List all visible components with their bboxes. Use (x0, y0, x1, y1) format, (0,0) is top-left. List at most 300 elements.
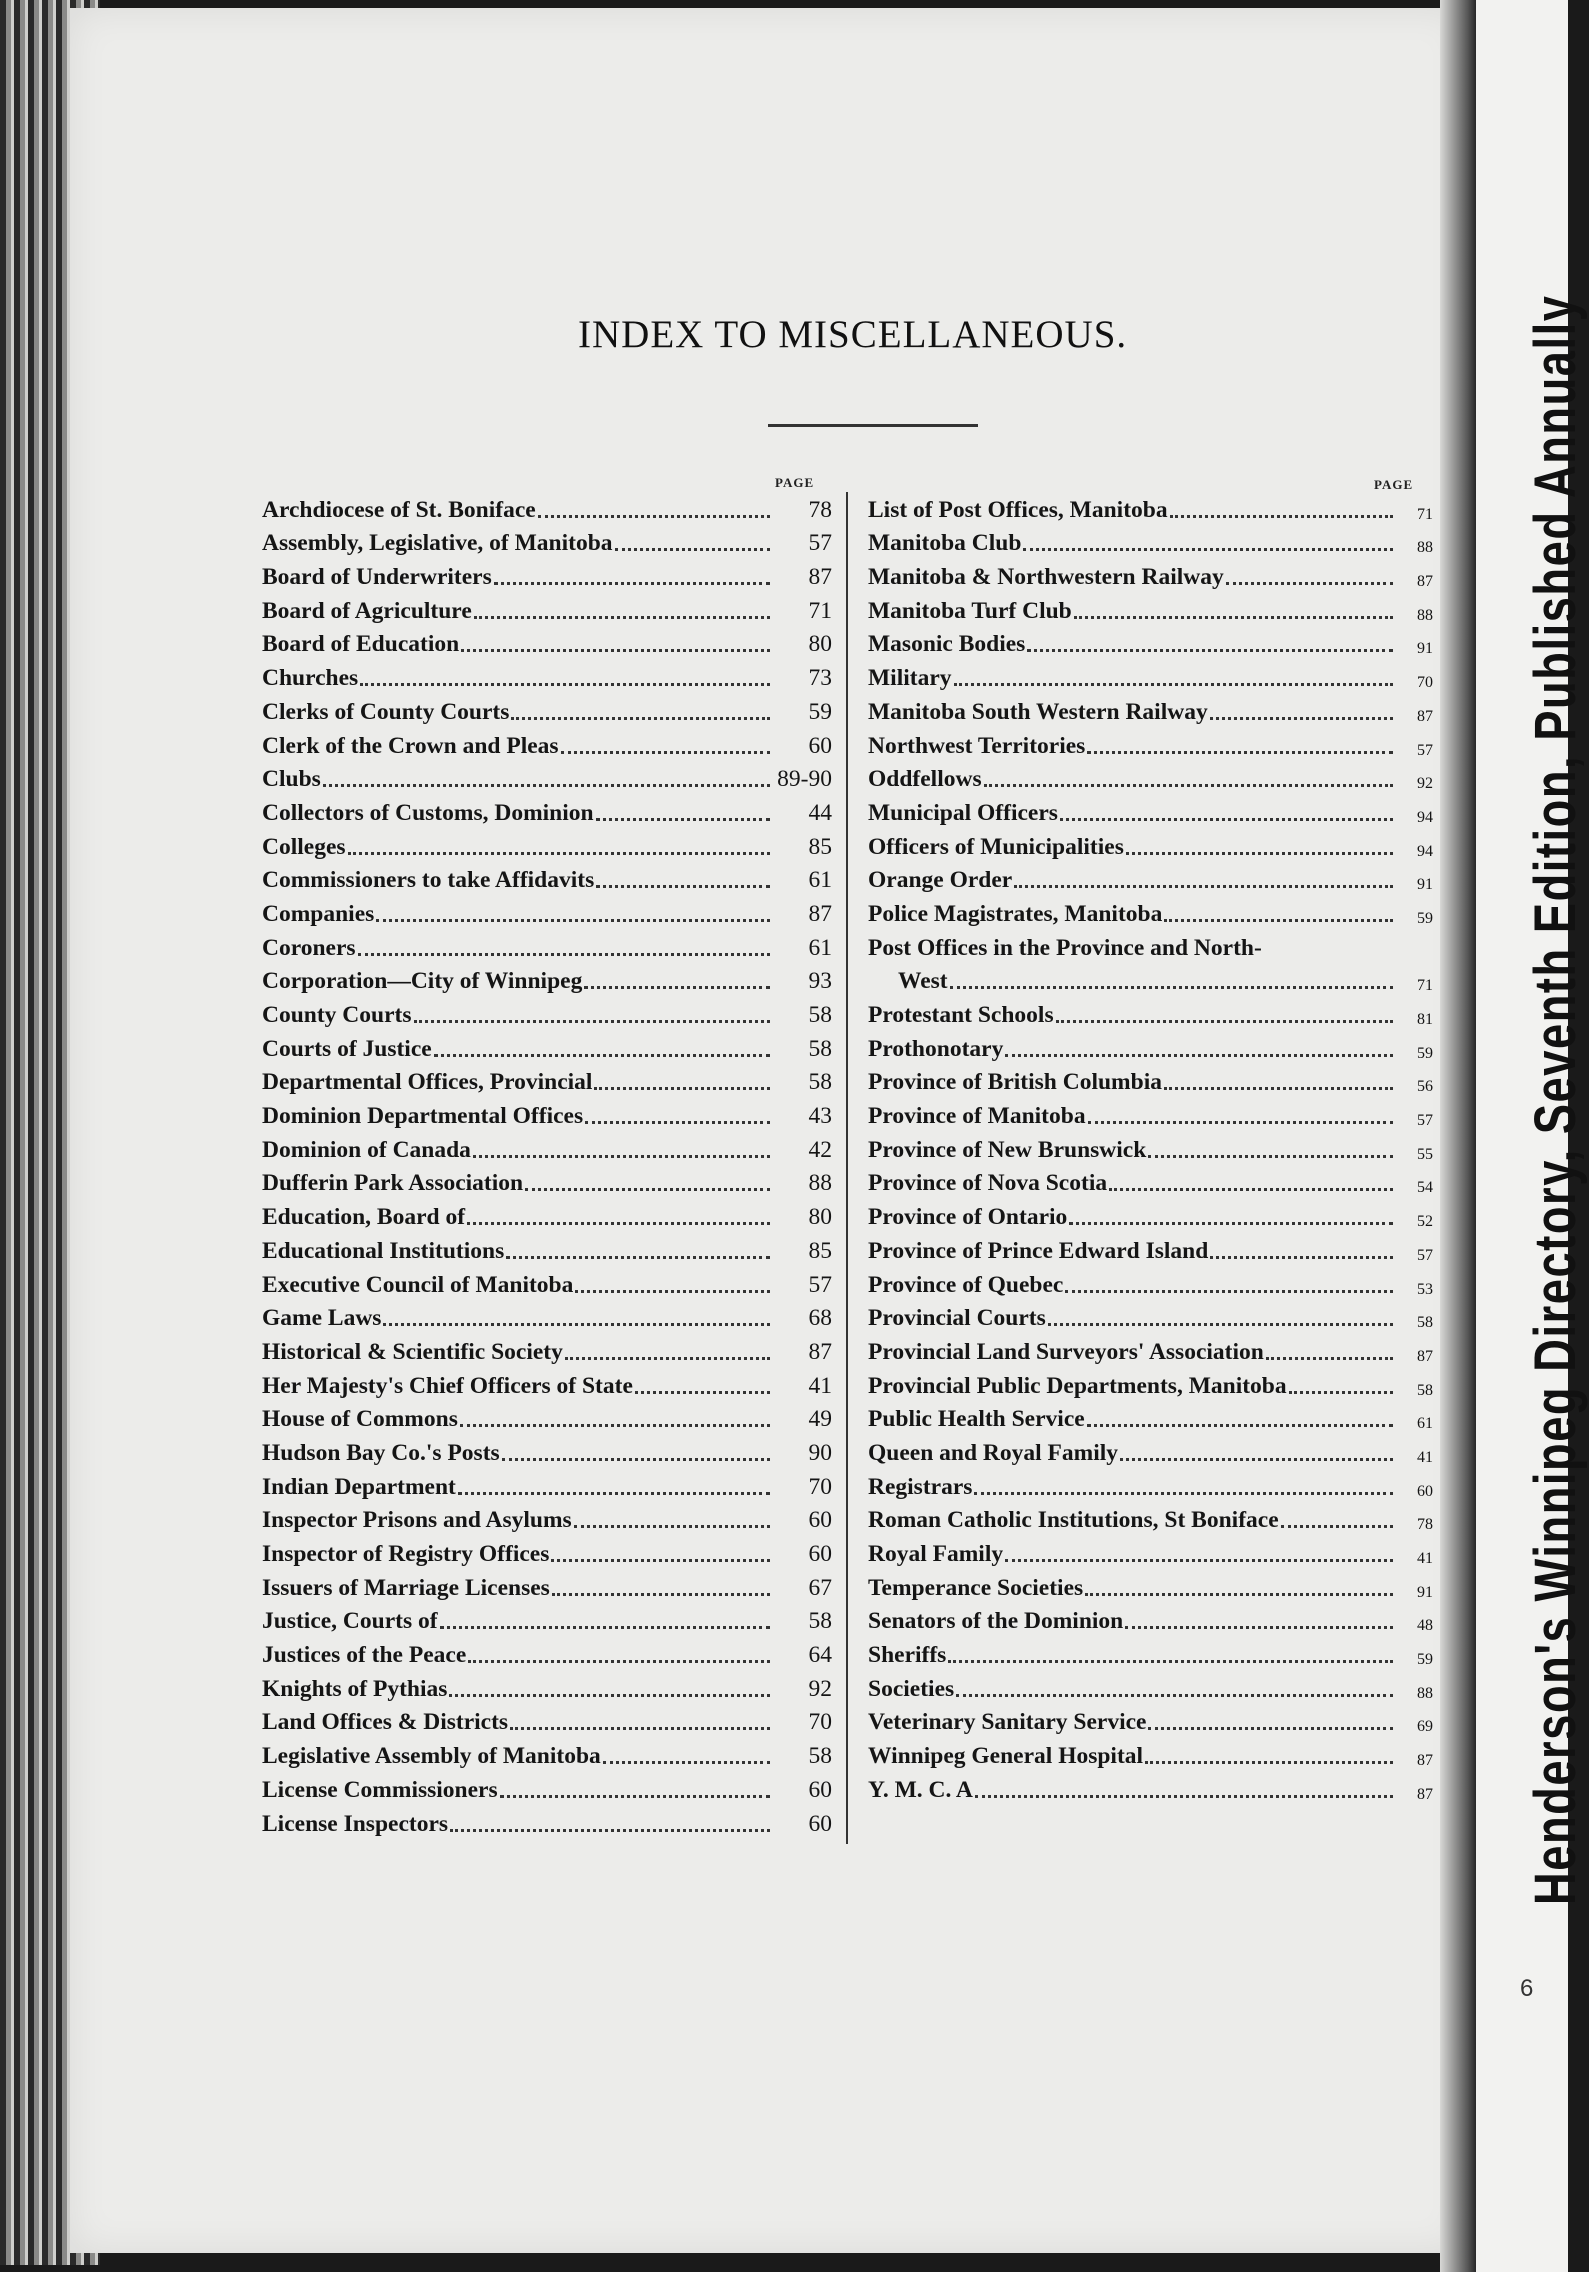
dot-leader (414, 1020, 770, 1023)
index-entry (262, 490, 832, 524)
dot-leader (956, 1694, 1393, 1697)
title-rule (768, 424, 978, 427)
index-entry (262, 1467, 832, 1501)
dot-leader (500, 1795, 770, 1798)
index-entry (262, 894, 832, 928)
dot-leader (450, 1829, 770, 1832)
entry-page-number: 70 (808, 1709, 832, 1736)
index-entry (262, 524, 832, 558)
entry-label: Province of New Brunswick (868, 1136, 1147, 1163)
index-entry (262, 995, 832, 1029)
dot-leader (1164, 1087, 1393, 1090)
dot-leader (596, 818, 770, 821)
dot-leader (525, 1188, 770, 1191)
entry-page-number: 58 (1417, 1381, 1433, 1399)
entry-page-number: 87 (808, 564, 832, 591)
entry-page-number: 81 (1417, 1011, 1433, 1028)
index-entry (868, 1568, 1433, 1602)
index-entry (262, 1635, 832, 1669)
dot-leader (1126, 852, 1393, 855)
index-entry (262, 1096, 832, 1130)
entry-label: Churches (262, 665, 359, 692)
index-entry (868, 928, 1433, 962)
index-entry (262, 1063, 832, 1097)
entry-page-number: 91 (1417, 640, 1433, 658)
entry-label: Clerks of County Courts (262, 698, 510, 725)
entry-label: West (898, 968, 948, 995)
index-entry (262, 726, 832, 760)
entry-label: Police Magistrates, Manitoba (868, 900, 1163, 927)
entry-page-number: 58 (808, 1743, 832, 1770)
dot-leader (1170, 515, 1393, 518)
entry-page-number: 92 (808, 1675, 832, 1702)
entry-label: Manitoba South Western Railway (868, 698, 1208, 725)
entry-page-number: 92 (1417, 775, 1433, 793)
entry-page-number: 71 (1417, 505, 1433, 523)
entry-label: Manitoba Turf Club (868, 597, 1072, 624)
dot-leader (948, 1660, 1393, 1663)
entry-label: Royal Family (868, 1541, 1004, 1567)
entry-label: Colleges (262, 833, 346, 860)
entry-label: Archdiocese of St. Boniface (262, 496, 536, 523)
entry-page-number: 42 (808, 1136, 832, 1163)
entry-label: Historical & Scientific Society (262, 1338, 563, 1365)
entry-page-number: 41 (808, 1372, 832, 1399)
entry-page-number: 61 (1417, 1415, 1433, 1433)
entry-label: Municipal Officers (868, 799, 1058, 826)
entry-label: License Inspectors (262, 1810, 449, 1837)
entry-page-number: 88 (1417, 1684, 1433, 1702)
index-entry (262, 827, 832, 861)
book-gutter (1440, 0, 1480, 2272)
dot-leader (596, 885, 770, 888)
entry-page-number: 85 (808, 1237, 832, 1264)
entry-label: Educational Institutions (262, 1237, 505, 1264)
index-entry (868, 1467, 1433, 1501)
index-entry (262, 1366, 832, 1400)
index-entry (868, 1635, 1433, 1669)
entry-label: Board of Underwriters (262, 564, 492, 591)
entry-label: Northwest Territories (868, 732, 1086, 759)
entry-page-number: 60 (808, 1810, 832, 1837)
dot-leader (950, 986, 1393, 989)
index-entry (868, 1332, 1433, 1366)
dot-leader (323, 784, 770, 787)
dot-leader (383, 1323, 770, 1326)
index-entry (868, 591, 1433, 625)
index-entry (262, 1736, 832, 1770)
entry-label: Oddfellows (868, 766, 982, 793)
entry-page-number: 87 (808, 900, 832, 927)
index-entry (868, 1770, 1433, 1804)
index-entry (868, 962, 1433, 996)
dot-leader (1056, 1020, 1393, 1023)
entry-label: Protestant Schools (868, 1002, 1054, 1028)
dot-leader (575, 1290, 770, 1293)
index-entry (868, 625, 1433, 659)
dot-leader (360, 683, 770, 686)
entry-page-number: 59 (1417, 1044, 1433, 1062)
entry-label: Justices of the Peace (262, 1642, 467, 1669)
index-entry (868, 1029, 1433, 1063)
entry-page-number: 70 (1417, 674, 1433, 692)
entry-page-number: 78 (808, 496, 832, 523)
entry-label: Sheriffs (868, 1642, 947, 1669)
entry-label: Temperance Societies (868, 1574, 1084, 1601)
entry-label: Executive Council of Manitoba (262, 1271, 574, 1298)
entry-page-number: 80 (808, 631, 832, 658)
index-entry (868, 1400, 1433, 1434)
dot-leader (473, 1155, 770, 1158)
index-entry (868, 1736, 1433, 1770)
entry-label: Board of Education (262, 631, 460, 658)
index-entry (868, 760, 1433, 794)
entry-page-number: 54 (1417, 1179, 1433, 1197)
entry-label: Corporation—City of Winnipeg (262, 968, 583, 995)
index-entry (262, 1130, 832, 1164)
entry-label: Prothonotary (868, 1035, 1004, 1062)
entry-page-number: 60 (808, 732, 832, 759)
dot-leader (1069, 1222, 1393, 1225)
dot-leader (635, 1391, 770, 1394)
dot-leader (1085, 1593, 1393, 1596)
entry-page-number: 80 (808, 1204, 832, 1231)
dot-leader (561, 751, 770, 754)
dot-leader (494, 582, 770, 585)
entry-label: Land Offices & Districts (262, 1709, 509, 1736)
dot-leader (551, 1559, 770, 1562)
dot-leader (1148, 1155, 1393, 1158)
entry-page-number: 61 (808, 867, 832, 894)
entry-page-number: 59 (808, 698, 832, 725)
entry-page-number: 52 (1417, 1213, 1433, 1231)
entry-page-number: 57 (1417, 741, 1433, 759)
entry-page-number: 87 (808, 1338, 832, 1365)
index-entry (262, 1231, 832, 1265)
dot-leader (1164, 919, 1393, 922)
index-entry (262, 1029, 832, 1063)
dot-leader (1023, 548, 1393, 551)
dot-leader (1088, 1121, 1393, 1124)
dot-leader (954, 683, 1393, 686)
page-title: INDEX TO MISCELLANEOUS. (578, 313, 1128, 356)
dot-leader (1027, 649, 1393, 652)
entry-label: Clubs (262, 766, 321, 793)
index-entry (868, 1063, 1433, 1097)
dot-leader (358, 953, 770, 956)
entry-label: Provincial Public Departments, Manitoba (868, 1372, 1287, 1399)
index-entry (868, 1265, 1433, 1299)
dot-leader (1014, 885, 1393, 888)
dot-leader (1148, 1727, 1393, 1730)
index-entry (262, 1433, 832, 1467)
index-entry (262, 1568, 832, 1602)
dot-leader (348, 852, 770, 855)
dot-leader (615, 548, 770, 551)
entry-page-number: 56 (1417, 1078, 1433, 1096)
entry-page-number: 60 (1417, 1482, 1433, 1500)
entry-label: Y. M. C. A (868, 1776, 973, 1803)
dot-leader (474, 616, 770, 619)
entry-page-number: 57 (808, 530, 832, 557)
index-entry (262, 658, 832, 692)
entry-label: Dufferin Park Association (262, 1170, 524, 1197)
entry-page-number: 88 (808, 1170, 832, 1197)
index-entry (262, 1770, 832, 1804)
entry-page-number: 64 (808, 1642, 832, 1669)
entry-label: Her Majesty's Chief Officers of State (262, 1372, 633, 1399)
entry-page-number: 41 (1417, 1448, 1433, 1466)
index-entry (262, 1265, 832, 1299)
entry-label: Game Laws (262, 1305, 382, 1332)
entry-label: Hudson Bay Co.'s Posts (262, 1439, 500, 1466)
entry-page-number: 70 (808, 1473, 832, 1500)
index-entry (868, 1534, 1433, 1568)
entry-label: Winnipeg General Hospital (868, 1743, 1144, 1770)
dot-leader (594, 1087, 770, 1090)
entry-page-number: 49 (808, 1406, 832, 1433)
entry-page-number: 87 (1417, 1785, 1433, 1803)
index-entry (262, 1602, 832, 1636)
index-entry (262, 1164, 832, 1198)
index-entry (262, 1804, 832, 1838)
dot-leader (468, 1660, 770, 1663)
dot-leader (1120, 1458, 1393, 1461)
index-entry (262, 861, 832, 895)
entry-page-number: 60 (808, 1776, 832, 1803)
entry-label: Issuers of Marriage Licenses (262, 1574, 550, 1601)
entry-page-number: 91 (1417, 1583, 1433, 1601)
entry-page-number: 55 (1417, 1145, 1433, 1163)
entry-label: Coroners (262, 934, 356, 961)
index-entry (262, 1669, 832, 1703)
index-entry (868, 1433, 1433, 1467)
entry-page-number: 78 (1417, 1516, 1433, 1534)
dot-leader (511, 717, 770, 720)
index-entry (868, 894, 1433, 928)
entry-label: Education, Board of (262, 1204, 466, 1231)
index-entry (262, 557, 832, 591)
dot-leader (467, 1222, 770, 1225)
index-entry (868, 793, 1433, 827)
index-entry (262, 1534, 832, 1568)
dot-leader (461, 649, 770, 652)
entry-label: Manitoba & Northwestern Railway (868, 564, 1224, 591)
entry-label: Province of Nova Scotia (868, 1170, 1108, 1197)
entry-label: Province of Manitoba (868, 1103, 1086, 1130)
index-entry (868, 1197, 1433, 1231)
index-entry (868, 1669, 1433, 1703)
entry-label: Queen and Royal Family (868, 1439, 1119, 1466)
dot-leader (585, 1121, 770, 1124)
index-entry (868, 726, 1433, 760)
dot-leader (506, 1256, 770, 1259)
entry-page-number: 88 (1417, 539, 1433, 557)
dot-leader (1266, 1357, 1393, 1360)
entry-label: Orange Order (868, 867, 1013, 894)
dot-leader (538, 515, 770, 518)
dot-leader (458, 1492, 770, 1495)
dot-leader (1125, 1626, 1393, 1629)
dot-leader (1281, 1525, 1393, 1528)
entry-label: Province of British Columbia (868, 1069, 1162, 1096)
entry-page-number: 58 (808, 1069, 832, 1096)
entry-label: Courts of Justice (262, 1035, 432, 1062)
index-entry (262, 928, 832, 962)
entry-label: List of Post Offices, Manitoba (868, 496, 1168, 523)
facing-page-number: 6 (1520, 1975, 1534, 2002)
index-entry (868, 1164, 1433, 1198)
entry-page-number: 58 (808, 1035, 832, 1062)
dot-leader (603, 1761, 770, 1764)
index-entry (262, 1299, 832, 1333)
entry-label: Justice, Courts of (262, 1608, 438, 1635)
index-entry (868, 995, 1433, 1029)
entry-label: Departmental Offices, Provincial (262, 1069, 593, 1096)
dot-leader (1210, 717, 1393, 720)
entry-label: Registrars (868, 1473, 973, 1500)
entry-page-number: 60 (808, 1507, 832, 1534)
index-entry (868, 658, 1433, 692)
entry-page-number: 71 (808, 597, 832, 624)
entry-page-number: 43 (808, 1103, 832, 1130)
entry-label: Senators of the Dominion (868, 1608, 1124, 1635)
column-divider (846, 492, 848, 1844)
entry-label: Collectors of Customs, Dominion (262, 799, 594, 826)
dot-leader (1226, 582, 1393, 585)
entry-label: Inspector of Registry Offices (262, 1541, 550, 1567)
index-entry (868, 827, 1433, 861)
index-entry (262, 1197, 832, 1231)
index-entry (262, 1501, 832, 1535)
dot-leader (1005, 1559, 1393, 1562)
index-entry (262, 793, 832, 827)
entry-label: Province of Quebec (868, 1271, 1064, 1298)
index-entry (868, 1299, 1433, 1333)
index-entry (868, 1366, 1433, 1400)
entry-page-number: 58 (1417, 1314, 1433, 1332)
index-entry (868, 557, 1433, 591)
index-left-column (262, 490, 832, 1838)
entry-label: Indian Department (262, 1473, 456, 1500)
entry-page-number: 68 (808, 1305, 832, 1332)
index-entry (868, 1703, 1433, 1737)
index-entry (262, 1703, 832, 1737)
index-entry (868, 692, 1433, 726)
entry-label: Provincial Land Surveyors' Association (868, 1338, 1264, 1365)
index-entry (868, 1602, 1433, 1636)
entry-page-number: 85 (808, 833, 832, 860)
entry-label: Board of Agriculture (262, 597, 472, 624)
index-right-column (868, 490, 1433, 1804)
entry-label: License Commissioners (262, 1776, 498, 1803)
entry-page-number: 53 (1417, 1280, 1433, 1298)
dot-leader (1145, 1761, 1393, 1764)
entry-page-number: 57 (808, 1271, 832, 1298)
entry-page-number: 88 (1417, 606, 1433, 624)
entry-label: Commissioners to take Affidavits (262, 867, 595, 894)
entry-page-number: 41 (1417, 1550, 1433, 1567)
index-entry (868, 490, 1433, 524)
dot-leader (1289, 1391, 1393, 1394)
entry-page-number: 71 (1417, 977, 1433, 995)
dot-leader (1109, 1188, 1393, 1191)
entry-label: Manitoba Club (868, 530, 1022, 557)
entry-page-number: 61 (808, 934, 832, 961)
index-entry (262, 760, 832, 794)
entry-label: Provincial Courts (868, 1305, 1046, 1332)
entry-label: Legislative Assembly of Manitoba (262, 1743, 601, 1770)
entry-page-number: 87 (1417, 1752, 1433, 1770)
entry-label: Officers of Municipalities (868, 833, 1124, 860)
entry-page-number: 87 (1417, 573, 1433, 591)
entry-label: Assembly, Legislative, of Manitoba (262, 530, 613, 557)
dot-leader (1074, 616, 1393, 619)
entry-page-number: 73 (808, 665, 832, 692)
entry-label: Masonic Bodies (868, 631, 1026, 658)
index-entry (262, 962, 832, 996)
dot-leader (974, 1492, 1393, 1495)
entry-label: Military (868, 665, 952, 692)
entry-page-number: 89-90 (777, 766, 832, 793)
index-entry (262, 1400, 832, 1434)
entry-page-number: 59 (1417, 909, 1433, 927)
dot-leader (552, 1593, 770, 1596)
entry-label: Knights of Pythias (262, 1675, 448, 1702)
entry-page-number: 58 (808, 1608, 832, 1635)
entry-page-number: 91 (1417, 876, 1433, 894)
entry-page-number: 69 (1417, 1718, 1433, 1736)
entry-page-number: 44 (808, 799, 832, 826)
dot-leader (434, 1054, 770, 1057)
index-entry (868, 524, 1433, 558)
entry-label: Province of Prince Edward Island (868, 1237, 1209, 1264)
entry-page-number: 90 (808, 1439, 832, 1466)
dot-leader (1087, 751, 1393, 754)
entry-label: Societies (868, 1675, 955, 1702)
entry-label: Veterinary Sanitary Service (868, 1709, 1147, 1736)
dot-leader (1048, 1323, 1393, 1326)
dot-leader (975, 1795, 1393, 1798)
dot-leader (1087, 1424, 1393, 1427)
dot-leader (584, 986, 770, 989)
entry-page-number: 60 (808, 1541, 832, 1567)
dot-leader (1065, 1290, 1393, 1293)
entry-label: Dominion Departmental Offices (262, 1103, 584, 1130)
entry-page-number: 59 (1417, 1651, 1433, 1669)
index-entry (262, 692, 832, 726)
dot-leader (1005, 1054, 1393, 1057)
entry-page-number: 57 (1417, 1246, 1433, 1264)
entry-page-number: 67 (808, 1574, 832, 1601)
dot-leader (460, 1424, 770, 1427)
index-entry (868, 1130, 1433, 1164)
dot-leader (1210, 1256, 1393, 1259)
entry-page-number: 87 (1417, 707, 1433, 725)
index-entry (868, 1501, 1433, 1535)
entry-label: Inspector Prisons and Asylums (262, 1507, 572, 1534)
entry-page-number: 93 (808, 968, 832, 995)
entry-label: House of Commons (262, 1406, 458, 1433)
dot-leader (984, 784, 1393, 787)
index-entry (868, 1231, 1433, 1265)
dot-leader (574, 1525, 770, 1528)
dot-leader (449, 1694, 770, 1697)
entry-label: County Courts (262, 1002, 412, 1028)
entry-page-number: 87 (1417, 1347, 1433, 1365)
dot-leader (510, 1727, 770, 1730)
index-entry (868, 1096, 1433, 1130)
